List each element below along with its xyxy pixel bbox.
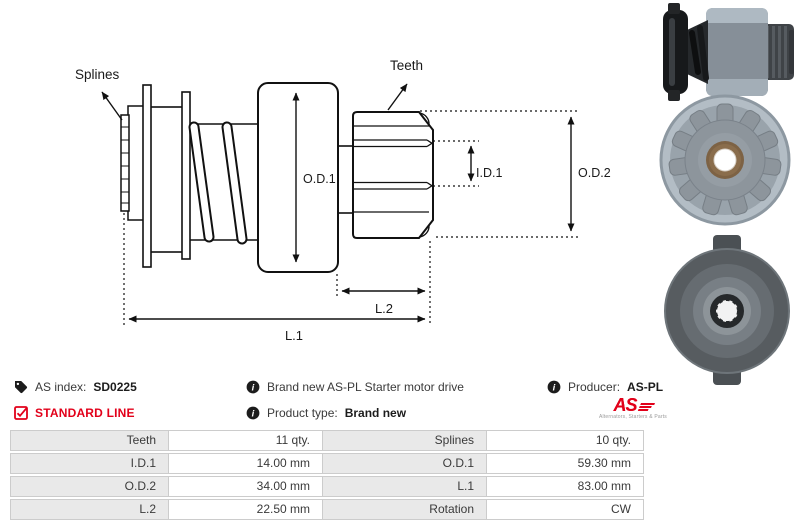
product-type-row: [246, 400, 464, 426]
callout-splines: [75, 67, 122, 120]
spec-value: 22.50 mm: [168, 499, 323, 520]
meta-col-left: [14, 374, 137, 426]
spec-key: O.D.2: [10, 476, 169, 497]
label-teeth: Teeth: [390, 58, 424, 73]
meta-col-middle: [246, 374, 464, 426]
table-row: [10, 476, 655, 497]
spec-key: I.D.1: [10, 453, 169, 474]
label-l1: L.1: [284, 328, 304, 343]
spec-key: Teeth: [10, 430, 169, 451]
as-pl-logo-tagline: Alternators, Starters & Parts: [598, 414, 668, 420]
producer-label: Producer:: [568, 380, 621, 394]
pinion-shaft: [338, 146, 353, 213]
table-row: [10, 499, 655, 520]
spec-value: 10 qty.: [486, 430, 644, 451]
spec-value: 83.00 mm: [486, 476, 644, 497]
table-row: [10, 453, 655, 474]
spec-key: Rotation: [322, 499, 487, 520]
meta-info: [0, 374, 800, 428]
as-pl-logo-text: AS: [613, 395, 637, 415]
as-pl-logo-stripes-icon: [636, 403, 654, 413]
label-splines: Splines: [75, 67, 120, 82]
table-row: [10, 430, 655, 451]
spec-key: O.D.1: [322, 453, 487, 474]
spec-key: Splines: [322, 430, 487, 451]
standard-line-row: [14, 400, 137, 426]
producer-row: [547, 374, 800, 400]
photo-front-gear-view: [661, 96, 789, 224]
dimension-l2: [337, 241, 430, 325]
standard-line-label: STANDARD LINE: [35, 406, 135, 420]
spec-value: 14.00 mm: [168, 453, 323, 474]
pinion-gear: [353, 112, 433, 238]
checkbox-checked-icon: [14, 406, 28, 420]
info-icon: [246, 406, 260, 420]
label-od2: O.D.2: [578, 166, 611, 180]
spec-value: 59.30 mm: [486, 453, 644, 474]
product-type-value: Brand new: [344, 406, 407, 420]
callout-teeth: [388, 58, 423, 110]
tag-icon: [14, 380, 28, 394]
as-index-label: AS index:: [35, 380, 87, 394]
as-pl-logo-mark: [597, 396, 669, 413]
spec-key: L.2: [10, 499, 169, 520]
producer-value: AS-PL: [627, 380, 664, 394]
as-pl-logo: [597, 396, 669, 420]
product-description: Brand new AS-PL Starter motor drive: [267, 380, 464, 394]
spec-value: 34.00 mm: [168, 476, 323, 497]
svg-text:i: i: [251, 408, 255, 420]
description-row: [246, 374, 464, 400]
meta-col-right: [547, 374, 800, 400]
product-photos: [640, 0, 800, 400]
info-icon: [547, 380, 561, 394]
svg-text:i: i: [552, 382, 556, 394]
as-index-value: SD0225: [93, 380, 137, 394]
label-od1: O.D.1: [303, 172, 336, 186]
label-l2: L.2: [374, 301, 394, 316]
spec-value: CW: [486, 499, 644, 520]
label-id1: I.D.1: [476, 166, 503, 180]
photo-side-view: [663, 3, 794, 101]
photo-back-view: [665, 235, 789, 385]
product-type-label: Product type:: [267, 406, 338, 420]
as-index-row: [14, 374, 137, 400]
dimension-od2: [420, 111, 611, 237]
info-icon: [246, 380, 260, 394]
spring-coil: [190, 124, 262, 240]
svg-text:i: i: [251, 382, 255, 394]
spec-table: [10, 430, 655, 522]
spec-key: L.1: [322, 476, 487, 497]
stop-collar-flanges: [143, 85, 190, 267]
dimension-id1: [433, 141, 502, 186]
spec-value: 11 qty.: [168, 430, 323, 451]
